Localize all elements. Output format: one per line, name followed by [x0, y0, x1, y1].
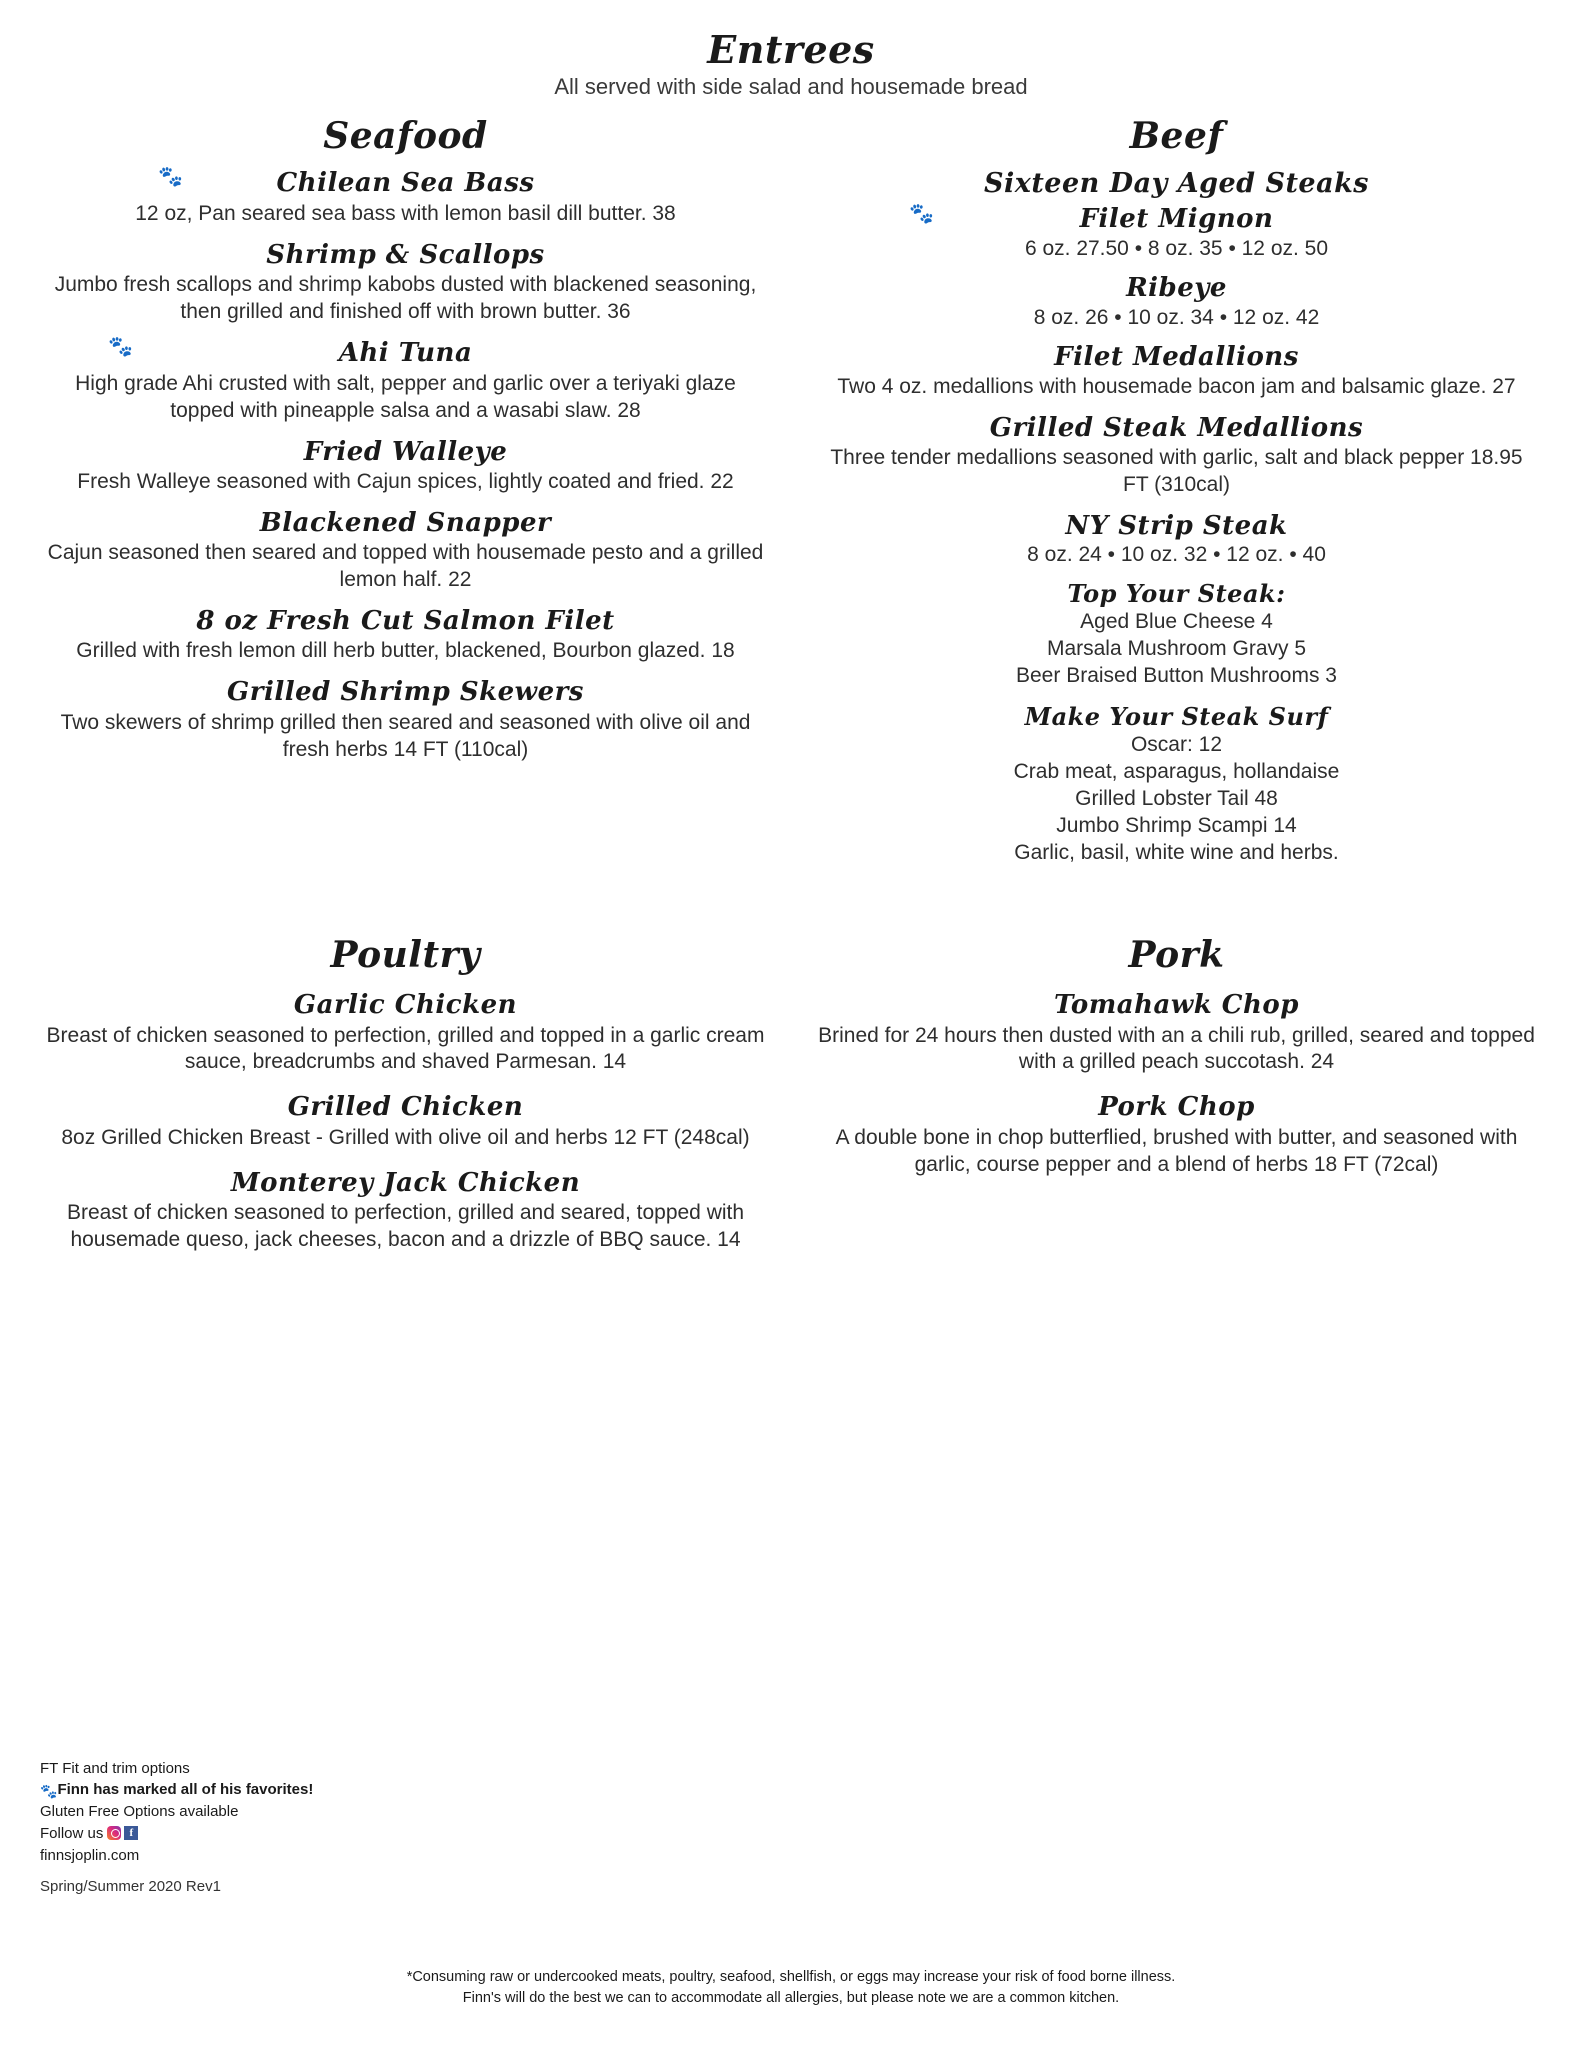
menu-item-desc: Breast of chicken seasoned to perfection, grilled and topped in a garlic cream sauce, breadcrumbs and shaved Parmesan. 14 [46, 1023, 765, 1074]
menu-item-name: NY Strip Steak [1065, 510, 1288, 541]
menu-item [40, 1094, 771, 1151]
top-your-steak-option: Aged Blue Cheese 4 [1080, 610, 1273, 634]
aged-steaks-heading: Sixteen Day Aged Steaks [983, 167, 1370, 199]
steak-surf-option: Grilled Lobster Tail 48 [1075, 786, 1278, 810]
menu-item [40, 679, 771, 763]
menu-item [811, 412, 1542, 499]
steak-surf-group [811, 701, 1542, 867]
page-subtitle: All served with side salad and housemade bread [554, 73, 1028, 99]
top-your-steak-option: Beer Braised Button Mushrooms 3 [1016, 664, 1337, 688]
fit-trim-note: FT Fit and trim options [40, 1759, 190, 1777]
footnotes [40, 1758, 313, 1899]
paw-icon: 🐾 [909, 201, 934, 226]
pork-section [811, 927, 1542, 1268]
poultry-section [40, 927, 771, 1268]
menu-item [811, 275, 1542, 329]
menu-item-desc: Fresh Walleye seasoned with Cajun spices, lightly coated and fried. 22 [77, 470, 734, 494]
menu-item-desc: Two skewers of shrimp grilled then seared and seasoned with olive oil and fresh herbs 14 FT (110cal) [60, 710, 751, 761]
seafood-heading: Seafood [323, 114, 488, 157]
menu-item-desc: Grilled with fresh lemon dill herb butter, blackened, Bourbon glazed. 18 [76, 639, 735, 663]
menu-item-name: Fried Walleye [303, 436, 508, 467]
menu-item-desc: Brined for 24 hours then dusted with an a chili rub, grilled, seared and topped with a grilled peach succotash. 24 [818, 1023, 1535, 1074]
menu-item-name: 8 oz Fresh Cut Salmon Filet [196, 606, 615, 637]
menu-item [40, 992, 771, 1076]
menu-item-name: Monterey Jack Chicken [230, 1167, 581, 1198]
facebook-icon[interactable]: f [124, 1826, 138, 1840]
menu-item-name: Filet Medallions [1054, 341, 1299, 372]
menu-item [811, 341, 1542, 401]
favorites-note [40, 1779, 313, 1801]
menu-item [40, 334, 771, 425]
menu-item [40, 1167, 771, 1254]
beef-heading: Beef [1129, 114, 1224, 157]
disclaimer-line-1: *Consuming raw or undercooked meats, poultry, seafood, shellfish, or eggs may increase your risk of food borne illness. [406, 1968, 1176, 1985]
menu-item-desc: 8 oz. 24 • 10 oz. 32 • 12 oz. • 40 [1027, 543, 1326, 567]
menu-item [811, 1094, 1542, 1178]
menu-item-desc: 12 oz, Pan seared sea bass with lemon basil dill butter. 38 [135, 201, 676, 225]
follow-us-note [40, 1823, 313, 1845]
menu-item-name: Pork Chop [1098, 1092, 1255, 1123]
steak-surf-option: Crab meat, asparagus, hollandaise [1013, 760, 1340, 784]
disclaimer-line-2: Finn's will do the best we can to accommodate all allergies, but please note we are a common kitchen. [462, 1990, 1120, 2007]
menu-item [40, 436, 771, 496]
menu-item [40, 608, 771, 665]
page-title: Entrees [707, 27, 875, 72]
instagram-icon[interactable] [107, 1826, 121, 1840]
menu-item-desc: High grade Ahi crusted with salt, pepper and garlic over a teriyaki glaze topped with pineapple salsa and a wasabi slaw. 28 [75, 372, 736, 423]
beef-section [811, 108, 1542, 881]
revision-note: Spring/Summer 2020 Rev1 [40, 1878, 221, 1896]
paw-icon: 🐾 [158, 163, 183, 188]
upper-columns [40, 108, 1542, 881]
menu-item-desc: A double bone in chop butterflied, brushed with butter, and seasoned with garlic, course pepper and a blend of herbs 18 FT (72cal) [835, 1125, 1518, 1176]
menu-item-name: Ribeye [1126, 273, 1227, 304]
pork-heading: Pork [1128, 933, 1225, 976]
top-your-steak-title: Top Your Steak: [1067, 579, 1286, 609]
seafood-section [40, 108, 771, 881]
menu-item-name: Blackened Snapper [259, 508, 552, 539]
menu-item-name: Grilled Shrimp Skewers [227, 677, 584, 708]
menu-item-name: Grilled Chicken [287, 1092, 524, 1123]
menu-item-desc: Two 4 oz. medallions with housemade bacon jam and balsamic glaze. 27 [837, 374, 1516, 398]
follow-us-label: Follow us [40, 1824, 104, 1842]
paw-icon: 🐾 [40, 1784, 58, 1801]
poultry-heading: Poultry [330, 933, 481, 976]
menu-item [811, 510, 1542, 567]
menu-item-name: Filet Mignon [1079, 204, 1274, 235]
menu-item [40, 510, 771, 594]
menu-item-name: Shrimp & Scallops [266, 239, 545, 270]
steak-surf-option: Garlic, basil, white wine and herbs. [1014, 840, 1339, 864]
menu-item [811, 992, 1542, 1076]
menu-item [40, 239, 771, 326]
menu-item-desc: Cajun seasoned then seared and topped with housemade pesto and a grilled lemon half. 22 [47, 541, 764, 592]
menu-item-name: Grilled Steak Medallions [989, 412, 1364, 443]
menu-item-desc: Three tender medallions seasoned with garlic, salt and black pepper 18.95 FT (310cal) [830, 446, 1523, 496]
paw-icon: 🐾 [108, 334, 133, 359]
website-link[interactable]: finnsjoplin.com [40, 1846, 140, 1864]
steak-surf-option: Jumbo Shrimp Scampi 14 [1056, 813, 1297, 837]
lower-columns [40, 927, 1542, 1268]
menu-item-desc: 8 oz. 26 • 10 oz. 34 • 12 oz. 42 [1033, 305, 1320, 329]
menu-item-desc: 6 oz. 27.50 • 8 oz. 35 • 12 oz. 50 [1024, 237, 1329, 261]
menu-item [40, 163, 771, 228]
menu-item-name: Garlic Chicken [293, 990, 518, 1021]
social-icons [107, 1826, 138, 1840]
menu-item-desc: 8oz Grilled Chicken Breast - Grilled with olive oil and herbs 12 FT (248cal) [61, 1125, 750, 1149]
menu-item-name: Chilean Sea Bass [276, 167, 535, 198]
steak-surf-option: Oscar: 12 [1130, 733, 1223, 757]
menu-item [811, 201, 1542, 261]
steak-surf-title: Make Your Steak Surf [1024, 701, 1329, 731]
top-your-steak-option: Marsala Mushroom Gravy 5 [1046, 637, 1307, 661]
gluten-free-note: Gluten Free Options available [40, 1803, 239, 1820]
favorites-note-text: Finn has marked all of his favorites! [57, 1781, 314, 1799]
menu-item-name: Tomahawk Chop [1054, 990, 1299, 1021]
menu-item-desc: Jumbo fresh scallops and shrimp kabobs dusted with blackened seasoning, then grilled and finished off with brown butter. 36 [54, 273, 757, 324]
menu-item-desc: Breast of chicken seasoned to perfection, grilled and seared, topped with housemade queso, jack cheeses, bacon and a drizzle of BBQ sauce. 14 [66, 1200, 745, 1251]
top-your-steak-group [811, 581, 1542, 690]
disclaimer [0, 1967, 1582, 2011]
menu-item-name: Ahi Tuna [338, 337, 473, 368]
